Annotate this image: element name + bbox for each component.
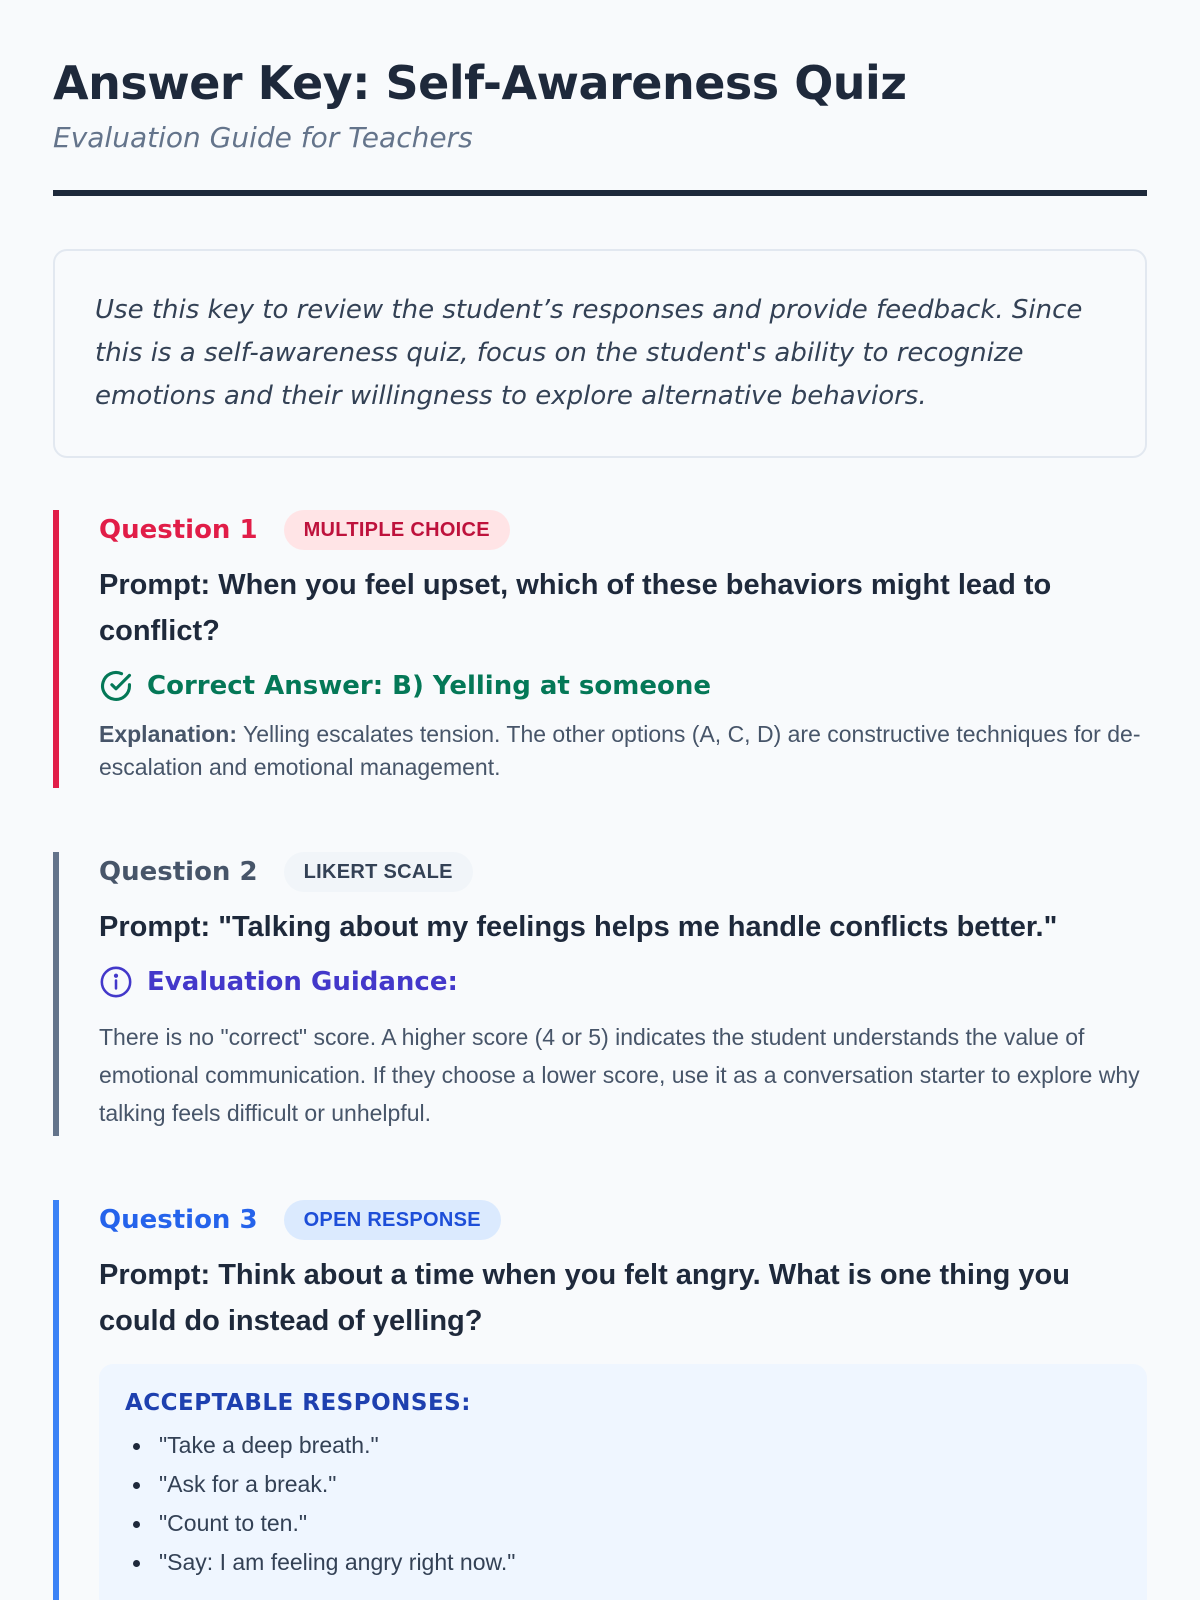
question-3-section (53, 1200, 1147, 1600)
explanation-text: Yelling escalates tension. The other options (A, C, D) are constructive techniques for de-escalation and emotional management. (99, 721, 1141, 780)
question-2-section (53, 852, 1147, 1136)
evaluation-guidance-text: There is no "correct" score. A higher score (4 or 5) indicates the student understands the value of emotional communication. If they choose a lower score, use it as a conversation starter to explore why talking feels difficult or unhelpful. (99, 1024, 1140, 1126)
page-title: Answer Key: Self-Awareness Quiz (53, 56, 907, 110)
question-2-accent-bar (53, 852, 59, 1136)
check-circle-icon (99, 669, 133, 703)
list-item: "Count to ten." (125, 1504, 1121, 1543)
question-3-label: Question 3 (99, 1205, 258, 1235)
question-2-label: Question 2 (99, 857, 258, 887)
intro-text: Use this key to review the student’s responses and provide feedback. Since this is a self-awareness quiz, focus on the student's ability to recognize emotions and their willingness to explore alternative behaviors. (95, 295, 1083, 411)
acceptable-responses-title: ACCEPTABLE RESPONSES: (125, 1390, 471, 1416)
question-1-header (99, 510, 1147, 550)
question-type-badge: OPEN RESPONSE (284, 1200, 501, 1240)
info-circle-icon (99, 965, 133, 999)
question-1-label: Question 1 (99, 515, 258, 545)
question-type-badge: LIKERT SCALE (284, 852, 473, 892)
page-subtitle: Evaluation Guide for Teachers (53, 121, 473, 154)
acceptable-responses-box (99, 1364, 1147, 1600)
question-1-prompt: Prompt: When you feel upset, which of these behaviors might lead to conflict? (99, 569, 1052, 647)
question-2-header (99, 852, 1147, 892)
list-item: "Say: I am feeling angry right now." (125, 1543, 1121, 1582)
correct-answer-text: Correct Answer: B) Yelling at someone (147, 671, 711, 701)
intro-box (53, 249, 1147, 458)
explanation-label: Explanation: (99, 721, 238, 747)
header-divider (53, 190, 1147, 196)
question-1-accent-bar (53, 510, 59, 788)
list-item: "Ask for a break." (125, 1465, 1121, 1504)
question-3-prompt: Prompt: Think about a time when you felt angry. What is one thing you could do instead of yelling? (99, 1259, 1070, 1337)
acceptable-responses-list (125, 1426, 1121, 1582)
question-type-badge: MULTIPLE CHOICE (284, 510, 510, 550)
question-3-header (99, 1200, 1147, 1240)
evaluation-guidance-heading: Evaluation Guidance: (147, 967, 458, 997)
evaluation-guidance-row (99, 962, 1147, 1002)
list-item: "Take a deep breath." (125, 1426, 1121, 1465)
question-1-section (53, 510, 1147, 788)
question-3-accent-bar (53, 1200, 59, 1600)
correct-answer-row (99, 666, 1147, 706)
question-2-prompt: Prompt: "Talking about my feelings helps me handle conflicts better." (99, 911, 1058, 943)
question-1-explanation (99, 718, 1147, 784)
